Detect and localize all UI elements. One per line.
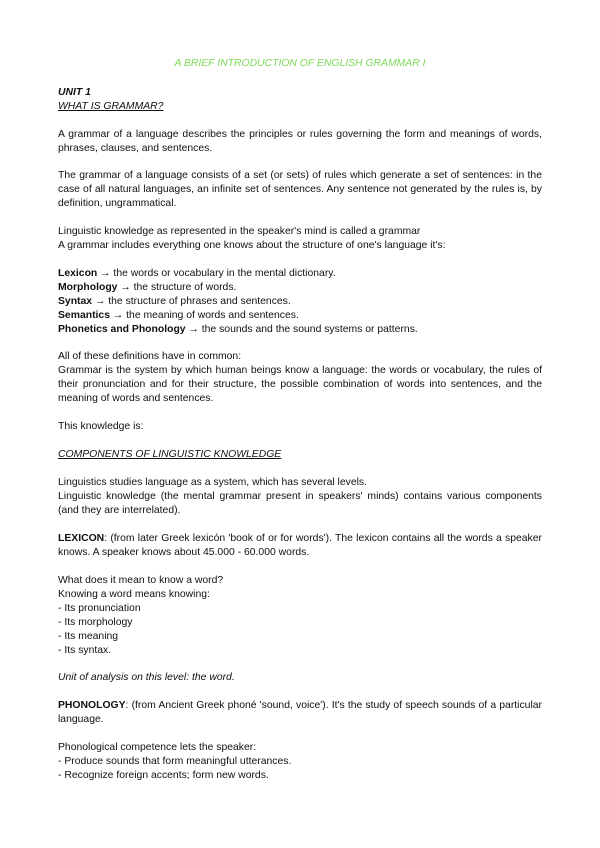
linguistics-block [58,476,542,518]
word-item: - Its morphology [58,617,133,628]
definition-desc: → the words or vocabulary in the mental dictionary. [97,268,336,279]
grammar-rules-paragraph: The grammar of a language consists of a set (or sets) of rules which generate a set of sentences: in the case of all natural languages, an infinite set of sentences. Any sentence not generated by the rules is, by definition, ungrammatical. [58,170,542,209]
common-intro: All of these definitions have in common: [58,351,242,362]
definition-term: Phonetics and Phonology [58,324,186,335]
definition-desc: → the structure of phrases and sentences. [92,296,291,307]
definition-term: Morphology [58,282,118,293]
word-question: What does it mean to know a word? [58,575,224,586]
components-heading: COMPONENTS OF LINGUISTIC KNOWLEDGE [58,449,282,460]
phon-item: - Recognize foreign accents; form new words. [58,770,269,781]
phon-comp-intro: Phonological competence lets the speaker: [58,742,257,753]
phon-item: - Produce sounds that form meaningful utterances. [58,756,292,767]
lexicon-term: LEXICON [58,533,105,544]
knowledge-is-line: This knowledge is: [58,421,144,432]
definition-item [58,309,542,323]
linguistics-text: Linguistic knowledge (the mental grammar present in speakers' minds) contains various components (and they are interrelated). [58,491,542,516]
lexicon-text: : (from later Greek lexicón 'book of or for words'). The lexicon contains all the words a speaker knows. A speaker knows about 45.000 - 60.000 words. [58,533,542,558]
common-definition-block [58,350,542,406]
lexicon-paragraph [58,532,542,560]
definitions-list [58,267,542,337]
word-item: - Its syntax. [58,645,112,656]
word-knowledge-block [58,574,542,658]
phonology-paragraph [58,699,542,727]
linguistic-knowledge-line-2: A grammar includes everything one knows about the structure of one's language it's: [58,240,446,251]
definition-term: Syntax [58,296,93,307]
definition-desc: → the sounds and the sound systems or patterns. [185,324,418,335]
linguistics-line-1: Linguistics studies language as a system, which has several levels. [58,477,367,488]
definition-term: Lexicon [58,268,98,279]
phonology-term: PHONOLOGY [58,700,126,711]
definition-item [58,267,542,281]
unit-heading-block [58,86,542,114]
definition-desc: → the structure of words. [117,282,237,293]
word-item: - Its meaning [58,631,119,642]
definition-desc: → the meaning of words and sentences. [109,310,299,321]
common-text: Grammar is the system by which human beings know a language: the words or vocabulary, the rules of their pronunciation and for their structure, the possible combination of words into sentences, and the meaning of words and sentences. [58,365,542,404]
unit-subtitle: WHAT IS GRAMMAR? [58,101,164,112]
phonological-competence-block [58,741,542,783]
linguistic-knowledge-line-1: Linguistic knowledge as represented in the speaker's mind is called a grammar [58,226,421,237]
unit-label: UNIT 1 [58,87,91,98]
linguistic-knowledge-block [58,225,542,253]
word-item: - Its pronunciation [58,603,141,614]
definition-term: Semantics [58,310,110,321]
document-title: A BRIEF INTRODUCTION OF ENGLISH GRAMMAR I [174,58,426,69]
word-knowing: Knowing a word means knowing: [58,589,210,600]
unit-analysis-line: Unit of analysis on this level: the word. [58,672,235,683]
definition-item [58,323,542,337]
definition-item [58,295,542,309]
definition-item [58,281,542,295]
grammar-definition-paragraph: A grammar of a language describes the principles or rules governing the form and meanings of words, phrases, clauses, and sentences. [58,129,542,154]
phonology-text: : (from Ancient Greek phoné 'sound, voice'). It's the study of speech sounds of a particular language. [58,700,542,725]
